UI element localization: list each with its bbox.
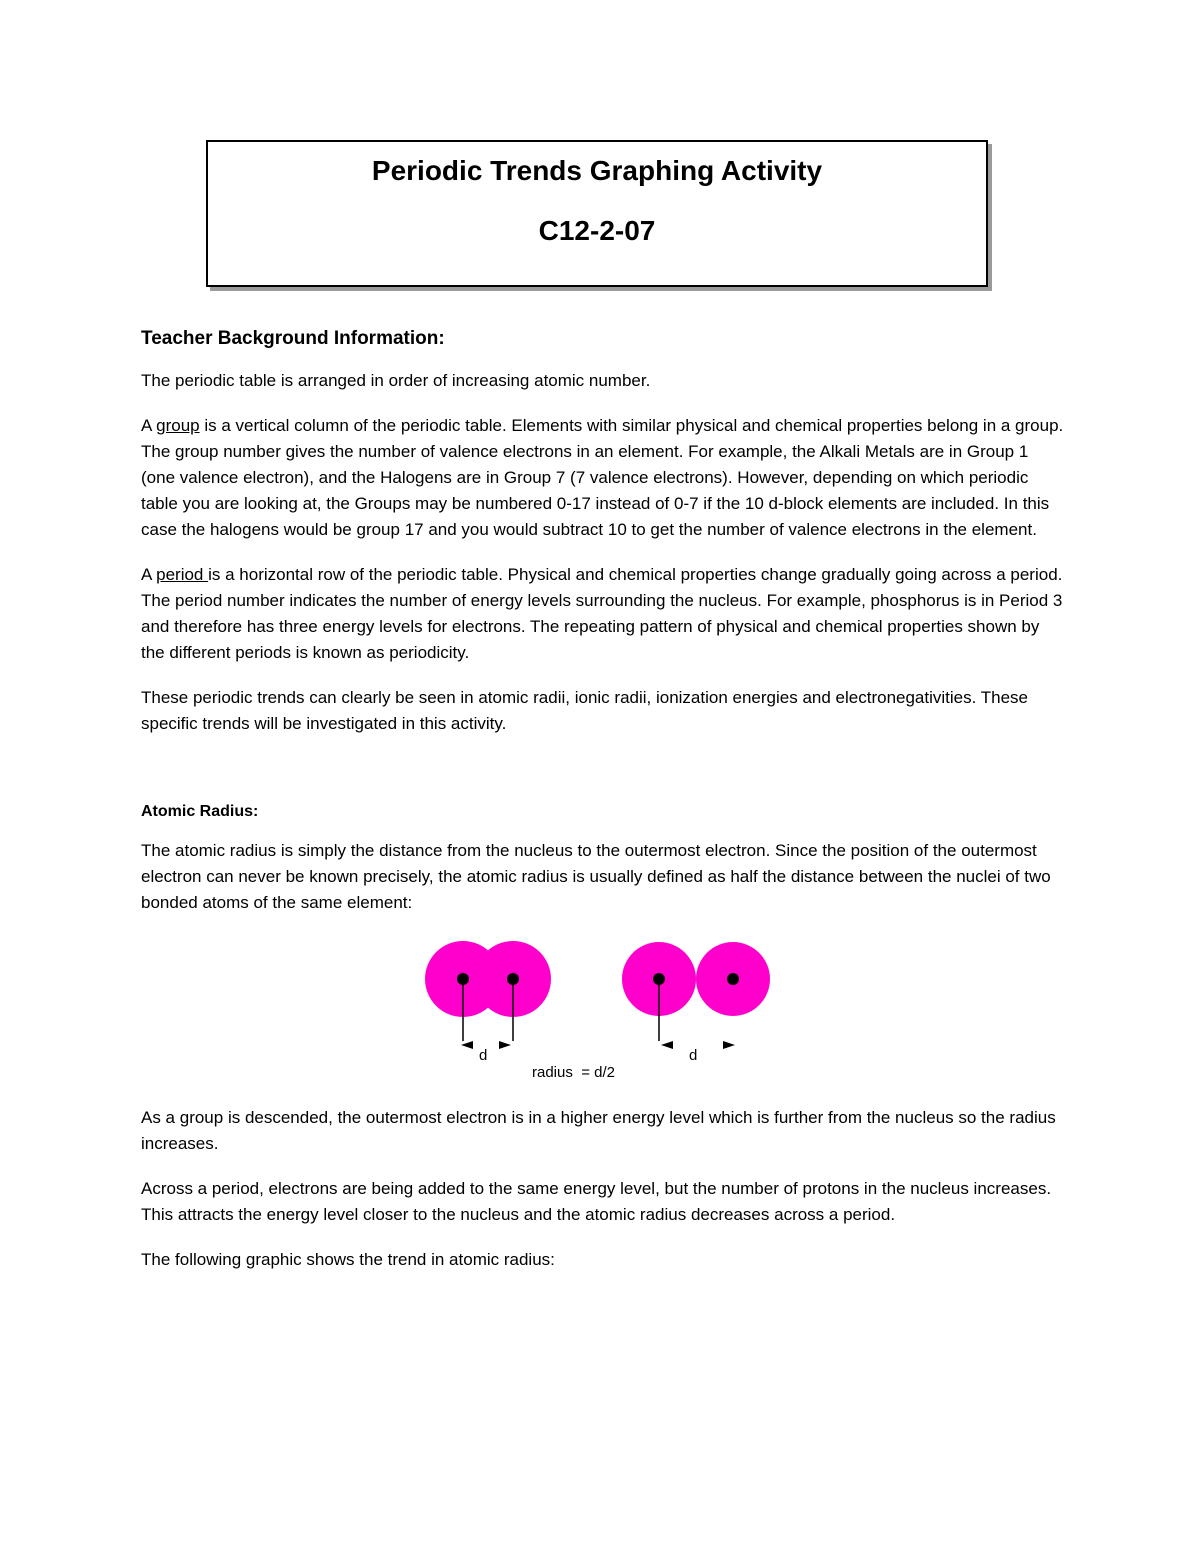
intro-paragraph: The periodic table is arranged in order of increasing atomic number.	[141, 371, 651, 390]
teacher-background-heading: Teacher Background Information:	[141, 328, 445, 349]
arrow-right-b	[723, 1041, 735, 1049]
period-text: is a horizontal row of the periodic table. Physical and chemical properties change gradually going across a period. The period number indicates the number of energy levels surrounding the nucleus. For example, phosphorus is in Period 3 and therefore has three energy levels for electrons. The repeating pattern of physical and chemical properties shown by the different periods is known as periodicity.	[141, 565, 1063, 662]
group-text: is a vertical column of the periodic table. Elements with similar physical and chemical properties belong in a group. The group number gives the number of valence electrons in an element. For example, the Alkali Metals are in Group 1 (one valence electron), and the Halogens are in Group 7 (7 valence electrons). However, depending on which periodic table you are looking at, the Groups may be numbered 0-17 instead of 0-7 if the 10 d-block elements are included. In this case the halogens would be group 17 and you would subtract 10 to get the number of valence electrons in the element.	[141, 416, 1064, 539]
trends-paragraph: These periodic trends can clearly be seen in atomic radii, ionic radii, ionization energies and electronegativities. These specific trends will be investigated in this activity.	[141, 688, 1029, 733]
atomic-radius-definition: The atomic radius is simply the distance from the nucleus to the outermost electron. Since the position of the outermost electron can never be known precisely, the atomic radius is usually defined as half the distance between the nuclei of two bonded atoms of the same element:	[141, 841, 1051, 912]
document-code: C12-2-07	[538, 215, 656, 246]
document-title: Periodic Trends Graphing Activity	[371, 155, 823, 186]
group-trend-paragraph: As a group is descended, the outermost electron is in a higher energy level which is further from the nucleus so the radius increases.	[141, 1108, 1056, 1153]
section-spacer	[141, 756, 1066, 801]
group-paragraph	[141, 413, 1066, 543]
title-box	[206, 140, 988, 287]
document-body	[141, 320, 1066, 1292]
group-term: group	[156, 416, 200, 435]
distance-label-right: d	[689, 1047, 698, 1064]
graphic-intro-paragraph: The following graphic shows the trend in atomic radius:	[141, 1250, 555, 1269]
arrow-right-a	[661, 1041, 673, 1049]
period-paragraph	[141, 562, 1066, 666]
period-trend-paragraph: Across a period, electrons are being added to the same energy level, but the number of protons in the nucleus increases. This attracts the energy level closer to the nucleus and the atomic radius decreases across a period.	[141, 1179, 1052, 1224]
atomic-radius-heading: Atomic Radius:	[141, 803, 259, 820]
nucleus-right-b	[727, 973, 739, 985]
period-term: period	[156, 565, 209, 584]
radius-formula: radius = d/2	[532, 1064, 615, 1081]
arrow-left-b	[499, 1041, 511, 1049]
group-prefix: A	[141, 416, 157, 435]
distance-label-left: d	[479, 1047, 488, 1064]
atomic-radius-diagram	[141, 935, 1066, 1095]
period-prefix: A	[141, 565, 157, 584]
arrow-left-a	[461, 1041, 473, 1049]
